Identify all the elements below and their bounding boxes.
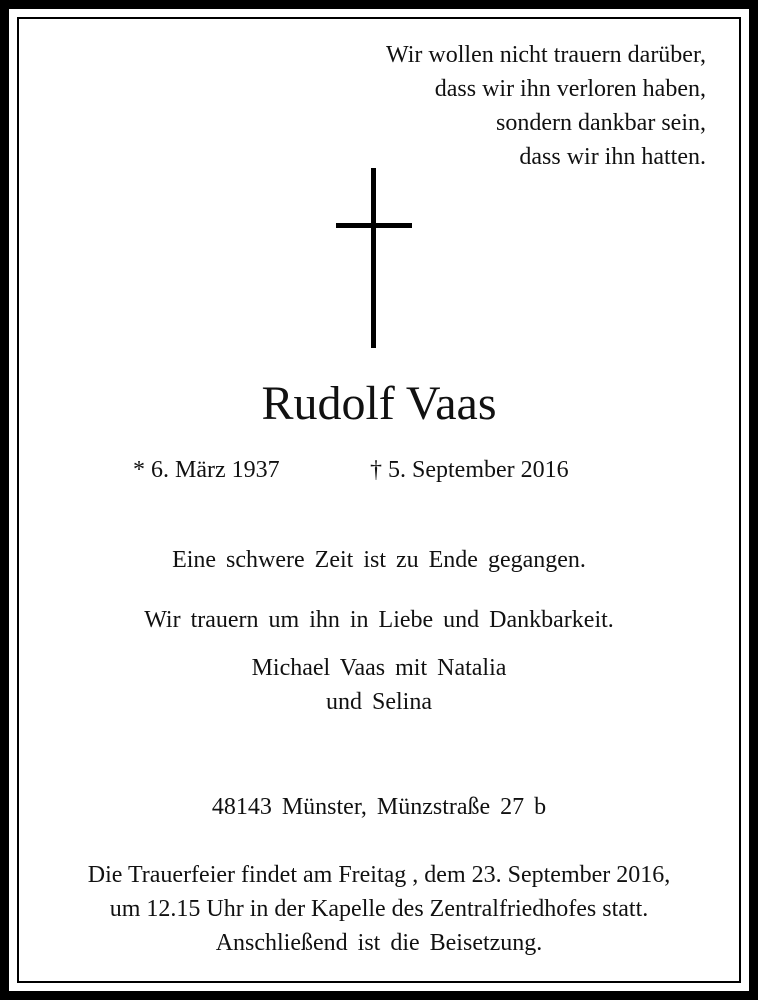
cross-vertical-bar — [371, 168, 376, 348]
message-line-1: Eine schwere Zeit ist zu Ende gegangen. — [172, 547, 586, 573]
poem-line: Wir wollen nicht trauern darüber, — [386, 42, 706, 68]
funeral-line-2: um 12.15 Uhr in der Kapelle des Zentralfriedhofes statt. — [109, 896, 649, 922]
message-line-2: Wir trauern um ihn in Liebe und Dankbarkeit. — [144, 607, 614, 633]
death-date: † 5. September 2016 — [370, 457, 569, 483]
poem-line: dass wir ihn verloren haben, — [434, 76, 706, 102]
cross-icon — [336, 168, 412, 348]
poem-line: sondern dankbar sein, — [496, 110, 706, 136]
poem — [386, 38, 706, 174]
deceased-name: Rudolf Vaas — [261, 377, 497, 430]
cross-horizontal-bar — [336, 223, 412, 228]
mourners-line-2: und Selina — [326, 689, 432, 715]
mourners-line-1: Michael Vaas mit Natalia — [251, 655, 507, 681]
birth-date: * 6. März 1937 — [133, 457, 280, 483]
poem-line: dass wir ihn hatten. — [519, 144, 706, 170]
funeral-line-1: Die Trauerfeier findet am Freitag , dem 23. September 2016, — [87, 862, 671, 888]
address: 48143 Münster, Münzstraße 27 b — [211, 794, 547, 820]
funeral-line-3: Anschließend ist die Beisetzung. — [215, 930, 543, 956]
